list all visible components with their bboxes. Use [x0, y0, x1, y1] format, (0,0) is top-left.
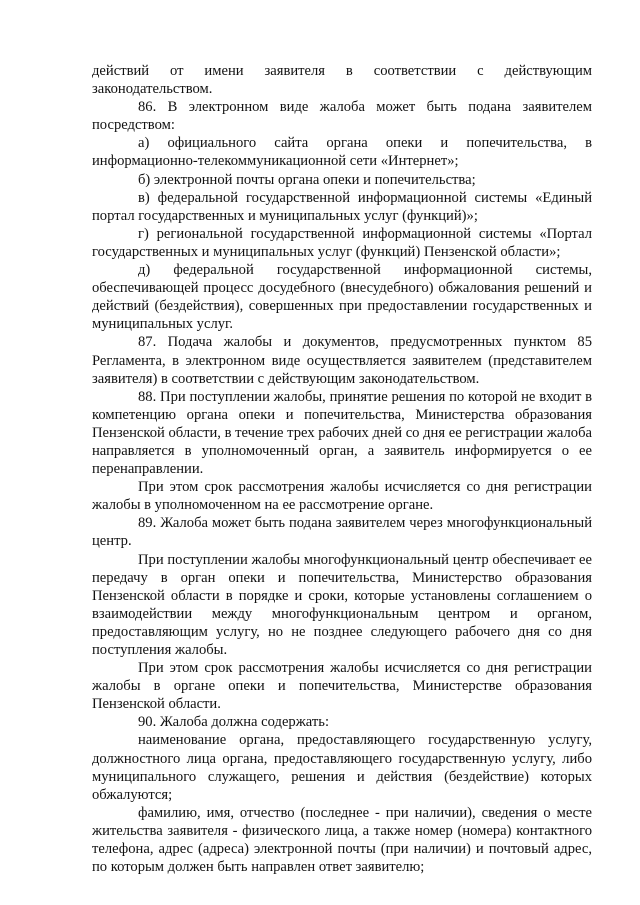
list-item-b: б) электронной почты органа опеки и попечительства; — [138, 171, 476, 188]
list-item-d: д) федеральной государственной информационной системы, обеспечивающей процесс досудебного (внесудебного) обжалования решений и действий (бездействия), совершенных при предоставлении государственных и муниципальных услуг. — [92, 262, 592, 333]
paragraph-90-item-2: фамилию, имя, отчество (последнее - при наличии), сведения о месте жительства заявителя - физического лица, а также номер (номера) контактного телефона, адрес (адреса) электронной почты (при наличии) и почтовый адрес, по которым должен быть направлен ответ заявителю; — [92, 804, 592, 876]
paragraph-continuation: действий от имени заявителя в соответствии с действующим законодательством. — [92, 63, 592, 98]
paragraph-89: 89. Жалоба может быть подана заявителем через многофункциональный центр. — [92, 515, 592, 550]
paragraph-88-term: При этом срок рассмотрения жалобы исчисляется со дня регистрации жалобы в уполномоченном на ее рассмотрение органе. — [92, 479, 592, 514]
paragraph-90-item-1: наименование органа, предоставляющего государственную услугу, должностного лица органа, предоставляющего государственную услугу, либо муниципального служащего, решения и действия (бездействие) которых обжалуются; — [92, 732, 592, 803]
list-item-g: г) региональной государственной информационной системы «Портал государственных и муниципальных услуг (функций) Пензенской области»; — [92, 225, 592, 260]
paragraph-89-mfc: При поступлении жалобы многофункциональный центр обеспечивает ее передачу в орган опеки и попечительства, Министерство образования Пензенской области в порядке и сроки, которые установлены соглашением о взаимодействии между многофункциональным центром и органом, предоставляющим услугу, но не позднее следующего рабочего дня со дня поступления жалобы. — [92, 551, 592, 658]
list-item-v: в) федеральной государственной информационной системы «Единый портал государственных и муниципальных услуг (функций)»; — [92, 189, 592, 224]
paragraph-89-term: При этом срок рассмотрения жалобы исчисляется со дня регистрации жалобы в органе опеки и попечительства, Министерстве образования Пензенской области. — [92, 660, 592, 713]
paragraph-86: 86. В электронном виде жалоба может быть подана заявителем посредством: — [92, 99, 592, 134]
list-item-a: а) официального сайта органа опеки и попечительства, в информационно-телекоммуникационной сети «Интернет»; — [92, 135, 592, 170]
paragraph-88: 88. При поступлении жалобы, принятие решения по которой не входит в компетенцию органа опеки и попечительства, Министерства образования Пензенской области, в течение трех рабочих дней со дня ее регистрации жалоба направляется в уполномоченный орган, а заявитель информируется о ее перенаправлении. — [92, 388, 592, 478]
paragraph-87: 87. Подача жалобы и документов, предусмотренных пунктом 85 Регламента, в электронном виде осуществляется заявителем (представителем заявителя) в соответствии с действующим законодательством. — [92, 334, 592, 387]
paragraph-90: 90. Жалоба должна содержать: — [138, 714, 329, 731]
